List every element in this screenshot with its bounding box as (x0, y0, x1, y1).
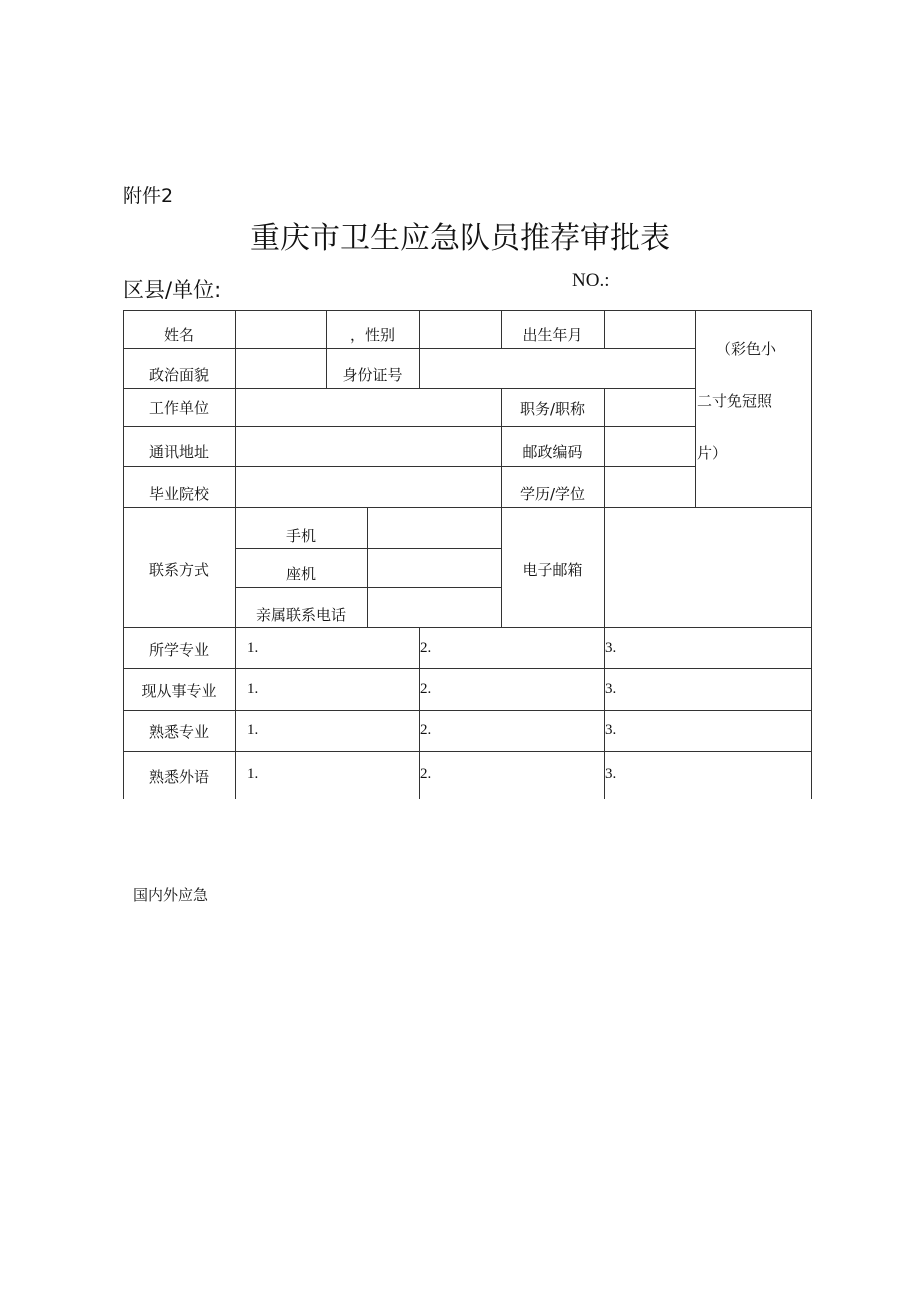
familiar-language-label: 熟悉外语 (148, 768, 209, 786)
grid-line (501, 388, 502, 627)
id-number-field[interactable] (420, 349, 695, 388)
id-number-label: 身份证号 (342, 366, 403, 384)
familiar-major-item-1[interactable]: 1. (247, 722, 259, 738)
major-studied-item-2[interactable]: 2. (420, 640, 432, 656)
district-unit-label: 区县/单位: (123, 278, 222, 302)
landline-label: 座机 (285, 565, 316, 583)
current-major-item-2[interactable]: 2. (420, 681, 432, 697)
grid-line (123, 627, 811, 628)
grid-line (695, 310, 696, 507)
familiar-language-item-2[interactable]: 2. (420, 766, 432, 782)
degree-label: 学历/学位 (519, 485, 586, 503)
address-field[interactable] (236, 427, 501, 466)
position-field[interactable] (605, 389, 695, 426)
address-label: 通讯地址 (148, 443, 209, 461)
mobile-field[interactable] (368, 508, 501, 548)
gender-label: ，性别 (349, 326, 395, 344)
mobile-label: 手机 (285, 527, 316, 545)
current-major-item-3[interactable]: 3. (605, 681, 617, 697)
relative-phone-label: 亲属联系电话 (255, 606, 346, 624)
school-field[interactable] (236, 467, 501, 507)
familiar-major-item-2[interactable]: 2. (420, 722, 432, 738)
grid-line (811, 310, 812, 799)
grid-line (123, 751, 811, 752)
email-label: 电子邮箱 (522, 561, 583, 579)
familiar-major-label: 熟悉专业 (148, 723, 209, 741)
major-studied-label: 所学专业 (148, 641, 209, 659)
school-label: 毕业院校 (148, 485, 209, 503)
familiar-language-item-1[interactable]: 1. (247, 766, 259, 782)
major-studied-item-3[interactable]: 3. (605, 640, 617, 656)
name-label: 姓名 (163, 326, 194, 344)
postcode-label: 邮政编码 (522, 443, 583, 461)
gender-field[interactable] (420, 311, 501, 348)
relative-phone-field[interactable] (368, 588, 501, 627)
page-title: 重庆市卫生应急队员推荐审批表 (250, 221, 670, 256)
familiar-language-item-3[interactable]: 3. (605, 766, 617, 782)
email-field[interactable] (605, 508, 811, 627)
degree-field[interactable] (605, 467, 695, 507)
name-field[interactable] (236, 311, 326, 348)
emergency-note: 国内外应急 (133, 886, 209, 904)
number-label: NO.: (572, 270, 610, 291)
grid-line (123, 710, 811, 711)
attachment-label: 附件2 (123, 185, 174, 207)
photo-note-line-3: 片） (697, 444, 728, 462)
postcode-field[interactable] (605, 427, 695, 466)
work-unit-label: 工作单位 (148, 399, 209, 417)
current-major-label: 现从事专业 (141, 682, 217, 700)
political-label: 政治面貌 (148, 366, 209, 384)
work-unit-field[interactable] (236, 389, 501, 426)
photo-note-line-1: （彩色小 (716, 340, 777, 358)
grid-line (123, 668, 811, 669)
landline-field[interactable] (368, 549, 501, 587)
familiar-major-item-3[interactable]: 3. (605, 722, 617, 738)
photo-note-line-2: 二寸免冠照 (697, 392, 773, 410)
political-field[interactable] (236, 349, 326, 388)
contact-label: 联系方式 (148, 561, 209, 579)
birth-field[interactable] (605, 311, 695, 348)
major-studied-item-1[interactable]: 1. (247, 640, 259, 656)
position-label: 职务/职称 (519, 400, 586, 418)
current-major-item-1[interactable]: 1. (247, 681, 259, 697)
birth-label: 出生年月 (522, 326, 583, 344)
